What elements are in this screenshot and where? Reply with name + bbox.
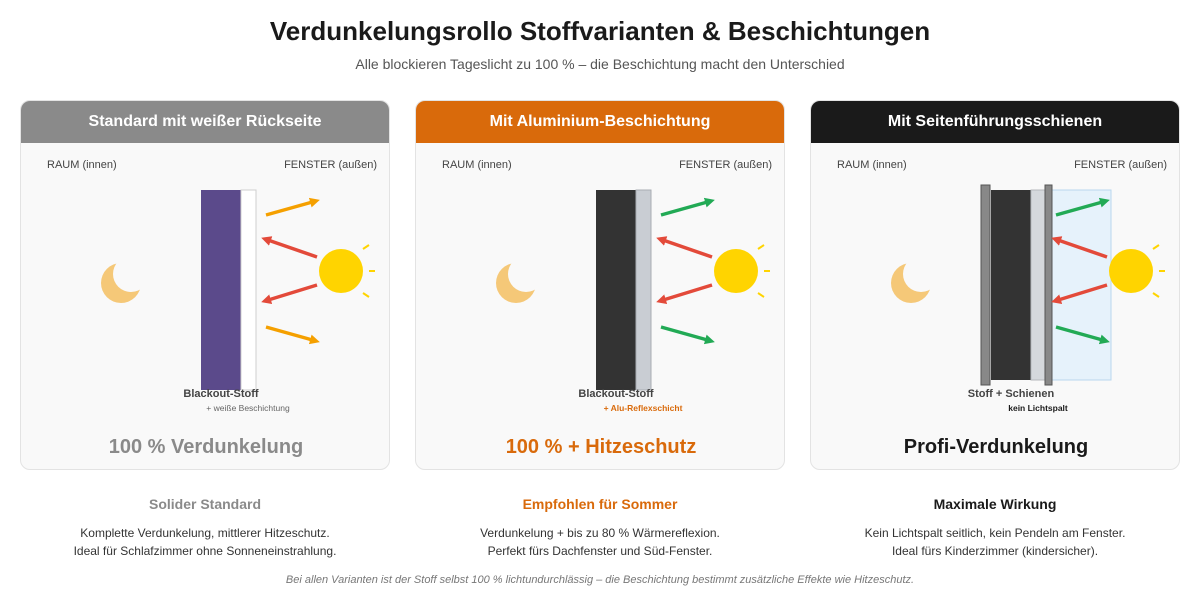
fabric-label: Blackout-Stoff [183,388,259,400]
card-header-rails: Mit Seitenführungsschienen [811,101,1179,143]
heat-arrow-reflect [661,201,711,215]
description-title: Solider Standard [148,496,262,512]
description-rails [810,496,1180,560]
card-header-standard: Standard mit weißer Rückseite [21,101,389,143]
sun-icon [319,245,375,297]
coating-layer [1031,190,1045,380]
label-room: RAUM (innen) [47,159,117,171]
card-alu [415,100,785,470]
page-subtitle: Alle blockieren Tageslicht zu 100 % – die Beschichtung macht den Unterschied [355,56,845,72]
light-arrow-reflect [265,285,317,301]
fabric-layer [596,190,636,390]
fabric-layer [201,190,241,390]
fabric-layer [991,190,1031,380]
light-arrow-reflect [660,285,712,301]
side-rail-left [981,185,990,385]
white-coating-layer [241,190,256,390]
label-room: RAUM (innen) [837,159,907,171]
description-line: Ideal für Schlafzimmer ohne Sonneneinstrahlung. [73,544,337,558]
card-rails [810,100,1180,470]
sun-icon [714,245,770,297]
fabric-sublabel: kein Lichtspalt [1008,403,1068,413]
label-window: FENSTER (außen) [679,159,772,171]
heat-arrow-reflect [661,327,711,341]
description-title: Maximale Wirkung [933,496,1057,512]
diagram-standard [21,143,390,470]
side-rail-right [1045,185,1052,385]
diagram-rails [811,143,1180,470]
fabric-sublabel: + Alu-Reflexschicht [603,403,683,413]
result-text: 100 % Verdunkelung [108,436,304,458]
description-line: Kein Lichtspalt seitlich, kein Pendeln am Fenster. [864,526,1126,540]
description-alu [415,496,785,560]
description-title: Empfohlen für Sommer [522,496,678,512]
label-room: RAUM (innen) [442,159,512,171]
description-line: Komplette Verdunkelung, mittlerer Hitzeschutz. [80,526,330,540]
description-line: Ideal fürs Kinderzimmer (kindersicher). [891,544,1099,558]
page-title: Verdunkelungsrollo Stoffvarianten & Beschichtungen [269,16,931,46]
description-line: Perfekt fürs Dachfenster und Süd-Fenster. [487,544,713,558]
light-arrow-pass [266,201,316,215]
description-line: Verdunkelung + bis zu 80 % Wärmereflexion. [480,526,720,540]
fabric-sublabel: + weiße Beschichtung [206,403,290,413]
footnote: Bei allen Varianten ist der Stoff selbst 100 % lichtundurchlässig – die Beschichtung bestimmt zusätzliche Effekte wie Hitzeschutz. [285,574,915,586]
light-arrow-pass [266,327,316,341]
crescent-moon-icon [101,256,149,303]
label-window: FENSTER (außen) [1074,159,1167,171]
light-arrow-reflect [265,239,317,257]
crescent-moon-icon [891,256,939,303]
crescent-moon-icon [496,256,544,303]
description-standard [20,496,390,560]
card-standard [20,100,390,470]
diagram-alu [416,143,785,470]
result-text: 100 % + Hitzeschutz [505,436,697,458]
alu-coating-layer [636,190,651,390]
card-header-alu: Mit Aluminium-Beschichtung [416,101,784,143]
label-window: FENSTER (außen) [284,159,377,171]
sun-icon [1109,245,1165,297]
result-text: Profi-Verdunkelung [903,436,1089,458]
fabric-label: Stoff + Schienen [967,388,1055,400]
fabric-label: Blackout-Stoff [578,388,654,400]
light-arrow-reflect [660,239,712,257]
